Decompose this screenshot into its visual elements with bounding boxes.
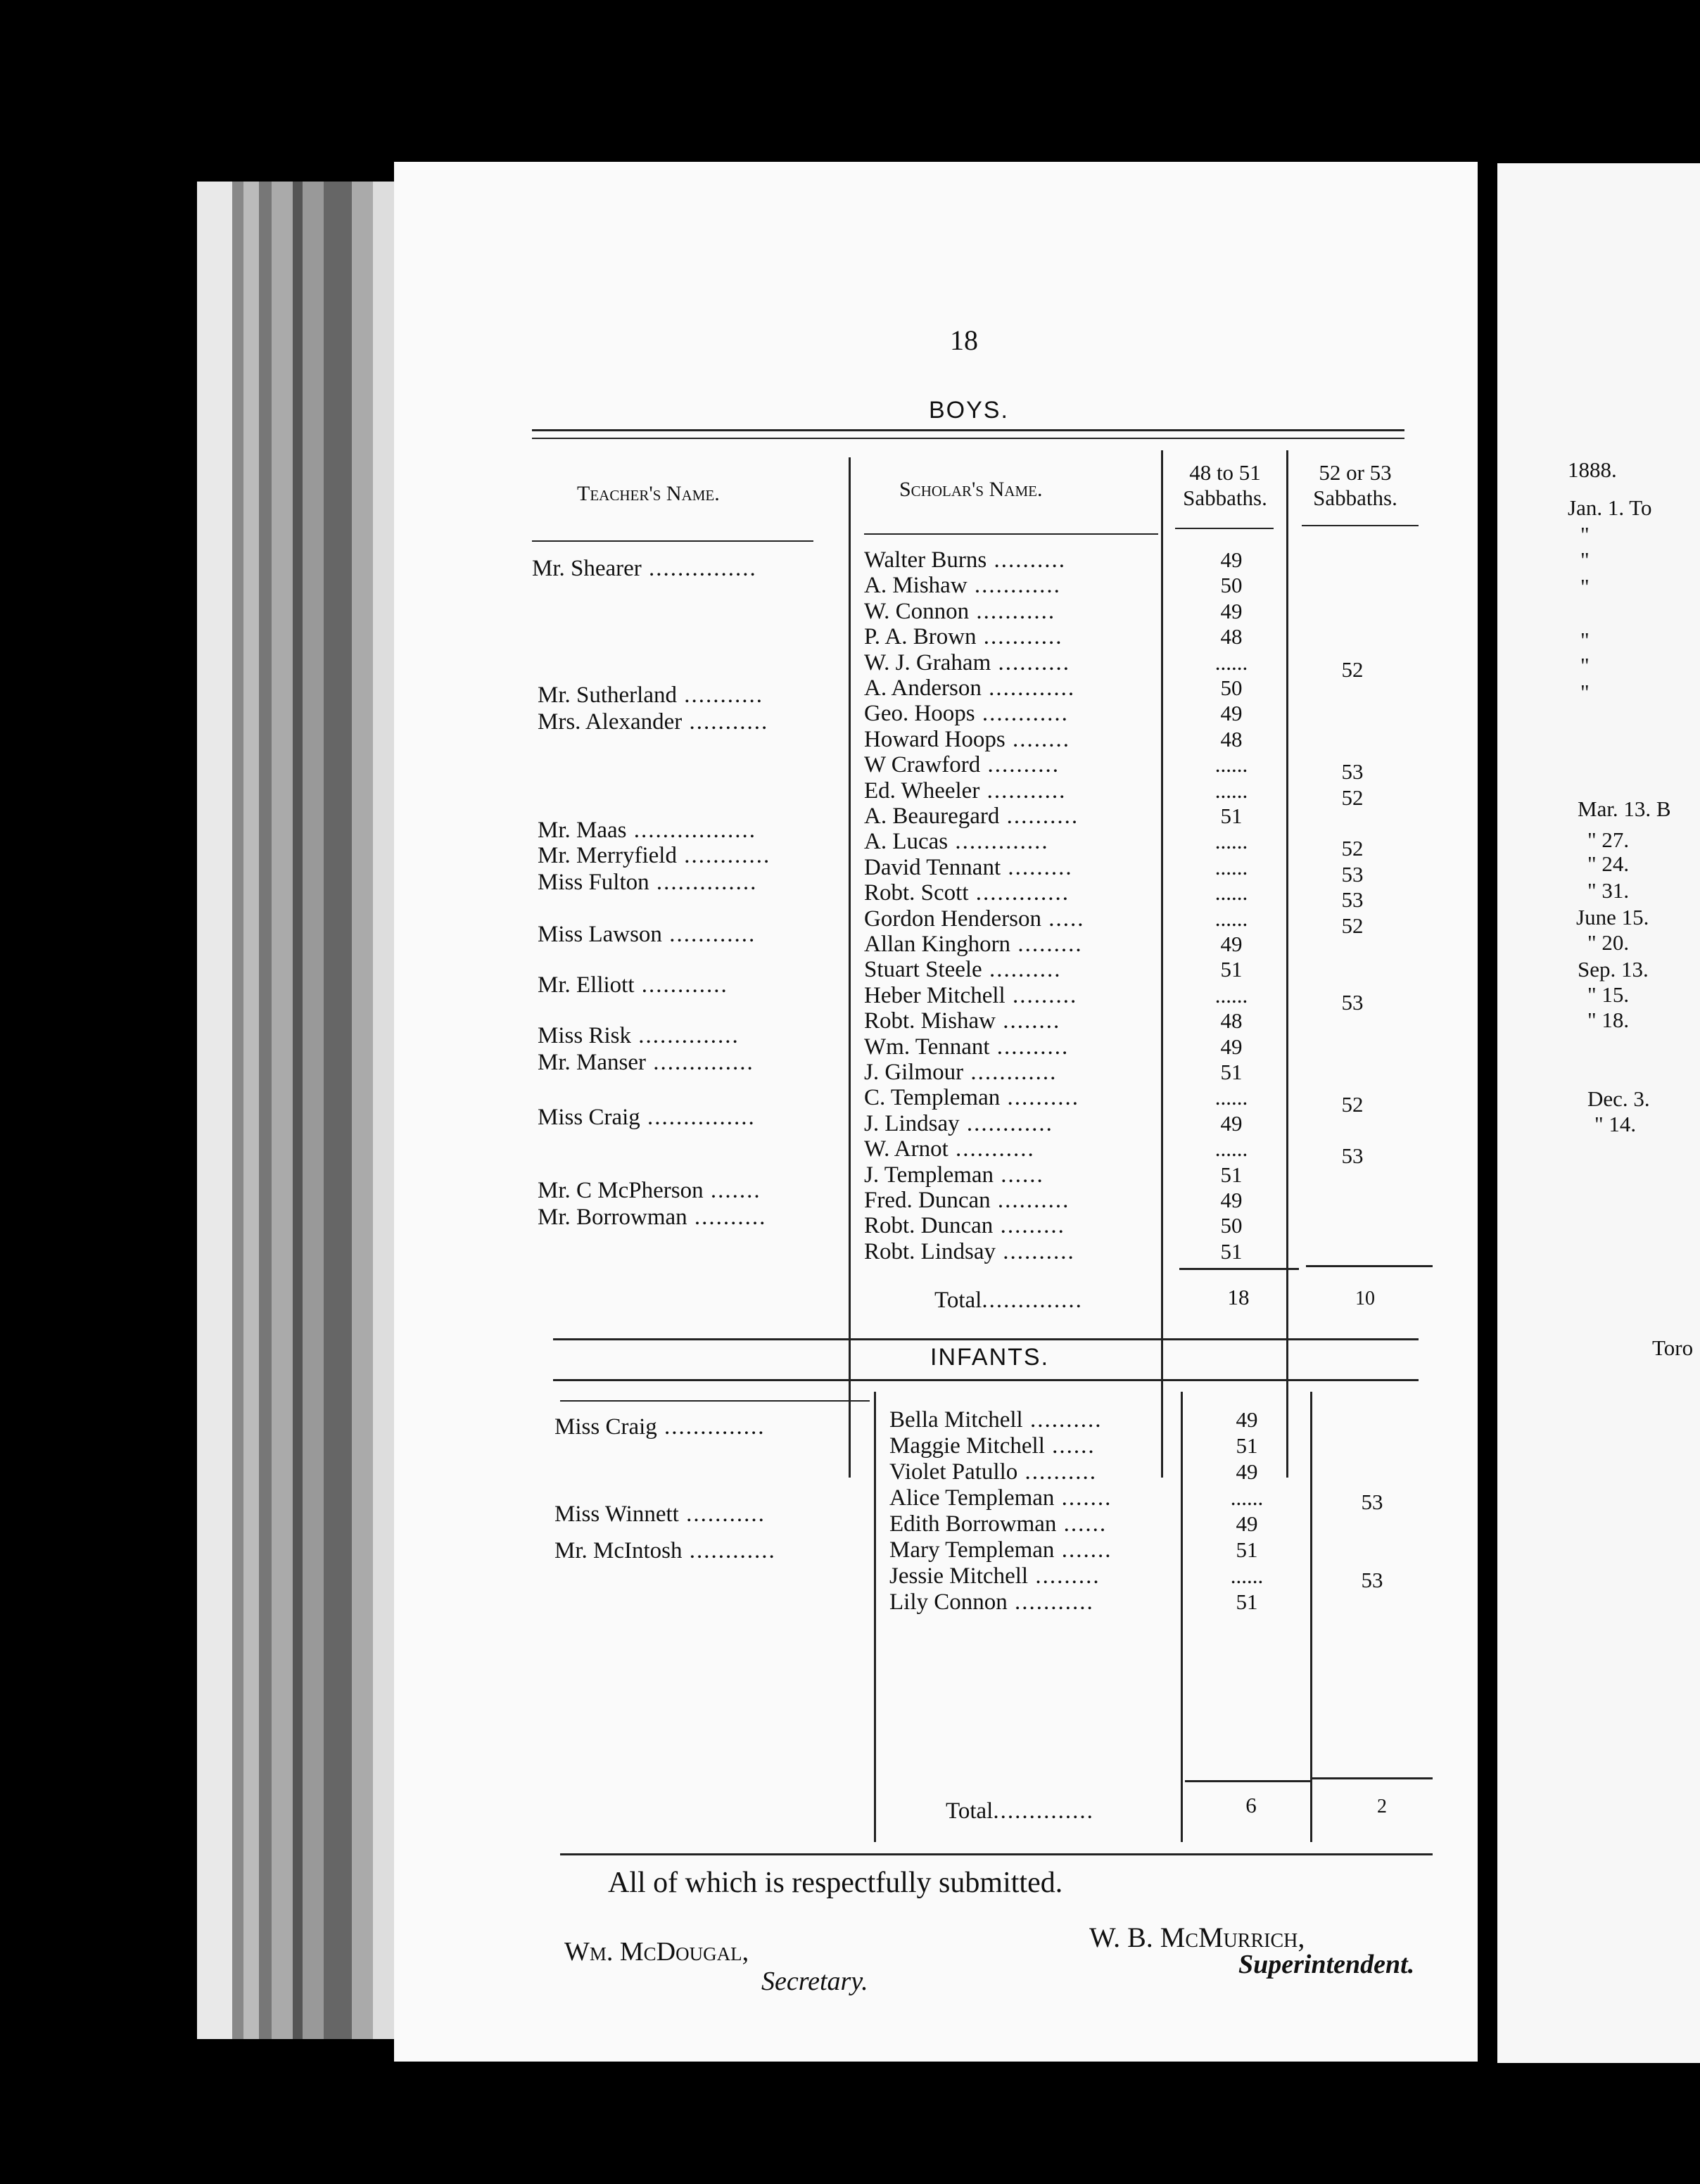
table-top-rule — [532, 429, 1404, 431]
secretary-name: Wm. McDougal, — [564, 1937, 749, 1967]
col1-header — [1165, 460, 1285, 511]
leader-dots: ............ — [682, 1538, 776, 1563]
infants-col1-col2-divider — [1310, 1392, 1312, 1842]
boys-scholar-name: Heber Mitchell ......... — [864, 982, 1078, 1008]
leader-dots: ...... — [1044, 1433, 1096, 1459]
boys-teacher-name: Mr. Maas ................. — [538, 818, 756, 843]
boys-col1-total-rule — [1179, 1268, 1299, 1270]
infants-col1-value: 49 — [1236, 1511, 1258, 1536]
boys-scholar-name: Robt. Duncan ......... — [864, 1213, 1065, 1239]
infants-teacher-scholar-divider — [874, 1392, 876, 1842]
infants-col1-value: 49 — [1236, 1407, 1258, 1432]
boys-scholar-name: A. Beauregard .......... — [864, 804, 1079, 829]
leader-dots: ...... — [1056, 1511, 1108, 1537]
boys-col1-value: 48 — [1220, 726, 1243, 751]
infants-col2-value: 53 — [1361, 1568, 1383, 1592]
col1-header-rule — [1175, 528, 1274, 529]
leader-dots: .......... — [982, 957, 1062, 983]
infants-total-row: Total.............. — [946, 1798, 1094, 1824]
infants-col2-total-rule — [1312, 1777, 1433, 1779]
infants-teacher-rule — [560, 1400, 870, 1402]
infants-scholar-name: Alice Templeman ....... — [889, 1485, 1112, 1511]
facing-page-line: " 20. — [1587, 930, 1630, 955]
facing-page-line: " — [1580, 574, 1590, 599]
facing-page-line: " — [1580, 628, 1590, 652]
document-page — [394, 162, 1478, 2062]
leader-dots: ............ — [967, 573, 1061, 599]
leader-dots: .......... — [990, 1188, 1070, 1213]
leader-dots: .............. — [645, 1050, 754, 1075]
boys-scholar-name: Wm. Tennant .......... — [864, 1034, 1070, 1060]
leader-dots: ........... — [948, 1136, 1035, 1162]
boys-col2-value: 53 — [1341, 887, 1364, 913]
table-top-rule-thin — [532, 438, 1404, 439]
facing-page-line: " — [1580, 653, 1590, 678]
boys-col1-value: 48 — [1220, 624, 1243, 649]
boys-scholar-name: Robt. Scott ............. — [864, 880, 1070, 906]
superintendent-name: W. B. McMurrich, — [1089, 1922, 1305, 1953]
superintendent-title: Superintendent. — [1238, 1950, 1415, 1979]
boys-total-row: Total.............. — [934, 1288, 1083, 1313]
facing-page-line: Dec. 3. — [1587, 1086, 1650, 1111]
leader-dots: ......... — [1005, 982, 1078, 1008]
closing-rule — [560, 1853, 1433, 1855]
boys-total-col2: 10 — [1355, 1288, 1375, 1309]
leader-dots: ........... — [678, 1502, 766, 1527]
infants-scholar-name: Maggie Mitchell ...... — [889, 1433, 1096, 1459]
infants-col2-value: 53 — [1361, 1490, 1383, 1514]
boys-teacher-name: Mr. Borrowman .......... — [538, 1205, 767, 1230]
facing-page-line: " — [1580, 680, 1590, 704]
infants-scholar-name: Violet Patullo .......... — [889, 1459, 1098, 1485]
boys-col1-value: ...... — [1214, 649, 1248, 675]
boys-teacher-name: Miss Fulton .............. — [538, 870, 758, 895]
boys-scholar-name: Robt. Mishaw ........ — [864, 1008, 1061, 1034]
infants-col1-value: 49 — [1236, 1459, 1258, 1484]
leader-dots: ........... — [979, 777, 1067, 804]
boys-col2-total-rule — [1306, 1265, 1433, 1267]
infants-total-label: Total — [946, 1798, 994, 1824]
boys-scholar-name: A. Lucas ............. — [864, 829, 1049, 855]
facing-page-line: Mar. 13. B — [1578, 796, 1671, 821]
boys-total-col1: 18 — [1227, 1285, 1250, 1309]
facing-page-line: June 15. — [1576, 905, 1649, 929]
facing-page-line: " — [1580, 522, 1590, 547]
infants-teacher-name: Miss Winnett ........... — [554, 1502, 766, 1527]
closing-statement: All of which is respectfully submitted. — [608, 1867, 1063, 1899]
infants-teacher-name: Mr. McIntosh ............ — [554, 1538, 776, 1563]
leader-dots: ........... — [682, 709, 769, 735]
boys-scholar-name: Fred. Duncan .......... — [864, 1188, 1070, 1213]
boys-scholar-name: J. Gilmour ............ — [864, 1060, 1058, 1085]
facing-page-line: " 31. — [1587, 878, 1630, 903]
teacher-header-rule — [532, 540, 813, 542]
boys-scholar-name: Gordon Henderson ..... — [864, 906, 1085, 932]
boys-scholar-name: Geo. Hoops ............ — [864, 701, 1069, 727]
boys-scholar-name: W Crawford .......... — [864, 752, 1060, 778]
infants-col1-value: 51 — [1236, 1537, 1258, 1562]
leader-dots: ............. — [948, 829, 1049, 855]
facing-page-line: " — [1580, 547, 1590, 572]
facing-page-line: " 15. — [1587, 982, 1630, 1007]
leader-dots: ............ — [981, 675, 1076, 701]
facing-page-line: " 14. — [1594, 1112, 1637, 1136]
boys-teacher-name: Miss Risk .............. — [538, 1023, 740, 1048]
leader-dots: .......... — [1000, 1085, 1079, 1111]
leader-dots: ........... — [1007, 1589, 1094, 1615]
boys-col1-value: ...... — [1214, 752, 1248, 777]
boys-col1-value: 51 — [1220, 957, 1243, 982]
boys-col1-value: 51 — [1220, 1060, 1243, 1084]
facing-page-line: Toro — [1652, 1335, 1694, 1360]
leader-dots: .......... — [989, 1034, 1070, 1060]
boys-scholar-name: David Tennant ......... — [864, 854, 1073, 880]
facing-page-line: Jan. 1. To — [1568, 495, 1652, 520]
infants-col1-value: 51 — [1236, 1433, 1258, 1458]
leader-dots: ............... — [640, 1105, 756, 1130]
facing-page-line: Sep. 13. — [1578, 957, 1649, 982]
boys-scholar-name: W. Connon ........... — [864, 598, 1056, 624]
leader-dots: ............... — [641, 556, 757, 581]
secretary-title: Secretary. — [761, 1967, 868, 1996]
leader-dots: ............ — [676, 843, 771, 868]
boys-col1-value: ...... — [1214, 854, 1248, 880]
boys-col1-value: ...... — [1214, 880, 1248, 906]
boys-scholar-name: Robt. Lindsay .......... — [864, 1238, 1075, 1264]
leader-dots: .......... — [980, 752, 1060, 778]
leader-dots: .......... — [996, 1238, 1075, 1264]
leader-dots: .......... — [987, 547, 1066, 573]
boys-col2-value: 52 — [1341, 656, 1364, 682]
infants-top-rule — [553, 1338, 1419, 1340]
leader-dots: ........... — [969, 598, 1056, 624]
infants-scholar-name: Edith Borrowman ...... — [889, 1511, 1108, 1537]
leader-dots: .......... — [1022, 1407, 1103, 1433]
boys-teacher-name: Miss Lawson ............ — [538, 922, 756, 947]
boys-col1-value: 49 — [1220, 1188, 1243, 1212]
leader-dots: ..... — [1041, 906, 1085, 932]
boys-col2-value: 53 — [1341, 759, 1364, 785]
boys-teacher-name: Mr. Shearer ............... — [532, 556, 757, 581]
boys-col1-value: 49 — [1220, 932, 1243, 956]
leader-dots: ........ — [996, 1008, 1061, 1034]
col2-header-rule — [1302, 525, 1419, 526]
boys-section-title: BOYS. — [929, 397, 1009, 424]
facing-page-line: " 24. — [1587, 851, 1630, 876]
infants-scholar-name: Bella Mitchell .......... — [889, 1407, 1103, 1433]
boys-scholar-name: J. Lindsay ............ — [864, 1110, 1053, 1136]
boys-col1-value: ...... — [1214, 906, 1248, 931]
boys-col1-value: ...... — [1214, 1085, 1248, 1110]
leader-dots: ........... — [976, 624, 1063, 650]
boys-col1-value: ...... — [1214, 777, 1248, 803]
page-number: 18 — [950, 324, 978, 356]
leader-dots: .............. — [630, 1023, 740, 1048]
boys-col1-value: 51 — [1220, 1162, 1243, 1187]
leader-dots: .......... — [687, 1205, 767, 1230]
infants-scholar-name: Lily Connon ........... — [889, 1589, 1094, 1615]
leader-dots: ............ — [975, 701, 1069, 727]
leader-dots: ............. — [968, 880, 1070, 906]
scholar-col1-divider — [1161, 450, 1163, 1478]
boys-col2-value: 52 — [1341, 785, 1364, 810]
boys-col1-value: ...... — [1214, 982, 1248, 1008]
boys-scholar-name: Walter Burns .......... — [864, 547, 1066, 573]
boys-total-label: Total — [934, 1288, 982, 1313]
infants-total-col1: 6 — [1245, 1793, 1257, 1817]
boys-scholar-name: Stuart Steele .......... — [864, 957, 1062, 983]
leader-dots: ............ — [661, 922, 756, 947]
infants-total-col2: 2 — [1377, 1796, 1387, 1817]
infants-header-rule — [553, 1379, 1419, 1381]
boys-col2-value: 52 — [1341, 836, 1364, 861]
leader-dots: ............ — [959, 1110, 1053, 1136]
facing-page-line: " 18. — [1587, 1008, 1630, 1032]
boys-col1-value: 48 — [1220, 1008, 1243, 1034]
boys-col2-value: 52 — [1341, 913, 1364, 938]
leader-dots: ............ — [634, 972, 728, 998]
boys-col1-value: 50 — [1220, 573, 1243, 598]
col1-col2-divider — [1286, 450, 1288, 1478]
boys-col1-value: 49 — [1220, 701, 1243, 726]
leader-dots: .............. — [656, 1414, 766, 1440]
boys-col1-value: 50 — [1220, 1213, 1243, 1238]
boys-col1-value: ...... — [1214, 1136, 1248, 1162]
infants-scholar-name: Mary Templeman ....... — [889, 1537, 1112, 1563]
boys-col1-value: 49 — [1220, 1110, 1243, 1136]
infants-col1-total-rule — [1185, 1780, 1312, 1782]
infants-col1-value: ...... — [1230, 1563, 1264, 1588]
infants-teacher-name: Miss Craig .............. — [554, 1414, 766, 1440]
leader-dots: ........ — [1005, 726, 1070, 752]
col2-header — [1292, 460, 1419, 511]
infants-section-title: INFANTS. — [930, 1344, 1050, 1371]
leader-dots: ......... — [1010, 932, 1083, 957]
infants-col1-value: 51 — [1236, 1589, 1258, 1614]
boys-teacher-name: Mr. Elliott ............ — [538, 972, 728, 998]
infants-scholar-col1-divider — [1181, 1392, 1183, 1842]
col2-header-line1: 52 or 53 — [1319, 460, 1392, 485]
leader-dots: ........... — [676, 682, 763, 708]
teacher-scholar-divider — [849, 457, 851, 1478]
col2-header-line2: Sabbaths. — [1313, 485, 1397, 510]
boys-col2-value: 53 — [1341, 861, 1364, 887]
leader-dots: ....... — [1054, 1537, 1112, 1563]
boys-col1-value: ...... — [1214, 829, 1248, 854]
leader-dots: ...... — [994, 1162, 1044, 1188]
boys-col1-value: 49 — [1220, 598, 1243, 623]
boys-col1-value: 51 — [1220, 1238, 1243, 1264]
boys-teacher-name: Mrs. Alexander ........... — [538, 709, 769, 735]
boys-scholar-name: A. Mishaw ............ — [864, 573, 1061, 599]
boys-col2-value: 53 — [1341, 989, 1364, 1015]
boys-scholar-name: W. J. Graham .......... — [864, 649, 1070, 675]
boys-col1-value: 49 — [1220, 1034, 1243, 1059]
facing-page-year: 1888. — [1568, 457, 1617, 482]
leader-dots: ................. — [626, 818, 756, 843]
boys-scholar-name: P. A. Brown ........... — [864, 624, 1063, 650]
boys-teacher-name: Mr. Manser .............. — [538, 1050, 754, 1075]
facing-page — [1497, 163, 1700, 2063]
leader-dots: ......... — [1001, 854, 1073, 880]
boys-teacher-name: Mr. Merryfield ............ — [538, 843, 771, 868]
boys-col1-value: 50 — [1220, 675, 1243, 700]
boys-scholar-name: A. Anderson ............ — [864, 675, 1076, 701]
boys-scholar-name: Howard Hoops ........ — [864, 726, 1070, 752]
leader-dots: ....... — [1054, 1485, 1112, 1511]
infants-scholar-name: Jessie Mitchell ......... — [889, 1563, 1100, 1589]
boys-scholar-name: C. Templeman .......... — [864, 1085, 1079, 1111]
leader-dots: ............ — [963, 1060, 1058, 1085]
boys-scholar-name: W. Arnot ........... — [864, 1136, 1035, 1162]
boys-col1-value: 49 — [1220, 547, 1243, 572]
leader-dots: .......... — [999, 804, 1079, 829]
boys-teacher-name: Mr. Sutherland ........... — [538, 682, 763, 708]
boys-scholar-name: Allan Kinghorn ......... — [864, 932, 1083, 957]
boys-col1-value: 51 — [1220, 804, 1243, 828]
facing-page-line: " 27. — [1587, 827, 1630, 852]
leader-dots: .............. — [649, 870, 758, 895]
col1-header-line1: 48 to 51 — [1189, 460, 1261, 485]
leader-dots: ....... — [703, 1178, 761, 1203]
leader-dots: .......... — [991, 649, 1070, 675]
scholar-header-rule — [864, 533, 1158, 535]
book-page-edges — [197, 182, 408, 2039]
col1-header-line2: Sabbaths. — [1183, 485, 1267, 510]
boys-scholar-name: Ed. Wheeler ........... — [864, 777, 1067, 804]
teacher-column-header: Teacher's Name. — [577, 482, 720, 505]
scholar-column-header: Scholar's Name. — [899, 478, 1043, 501]
boys-scholar-name: J. Templeman ...... — [864, 1162, 1044, 1188]
boys-col2-value: 52 — [1341, 1092, 1364, 1117]
infants-col1-value: ...... — [1230, 1485, 1264, 1510]
boys-col2-value: 53 — [1341, 1143, 1364, 1169]
boys-teacher-name: Mr. C McPherson ....... — [538, 1178, 761, 1203]
boys-teacher-name: Miss Craig ............... — [538, 1105, 756, 1130]
leader-dots: ......... — [993, 1213, 1065, 1239]
leader-dots: .......... — [1017, 1459, 1098, 1485]
leader-dots: ......... — [1028, 1563, 1100, 1589]
